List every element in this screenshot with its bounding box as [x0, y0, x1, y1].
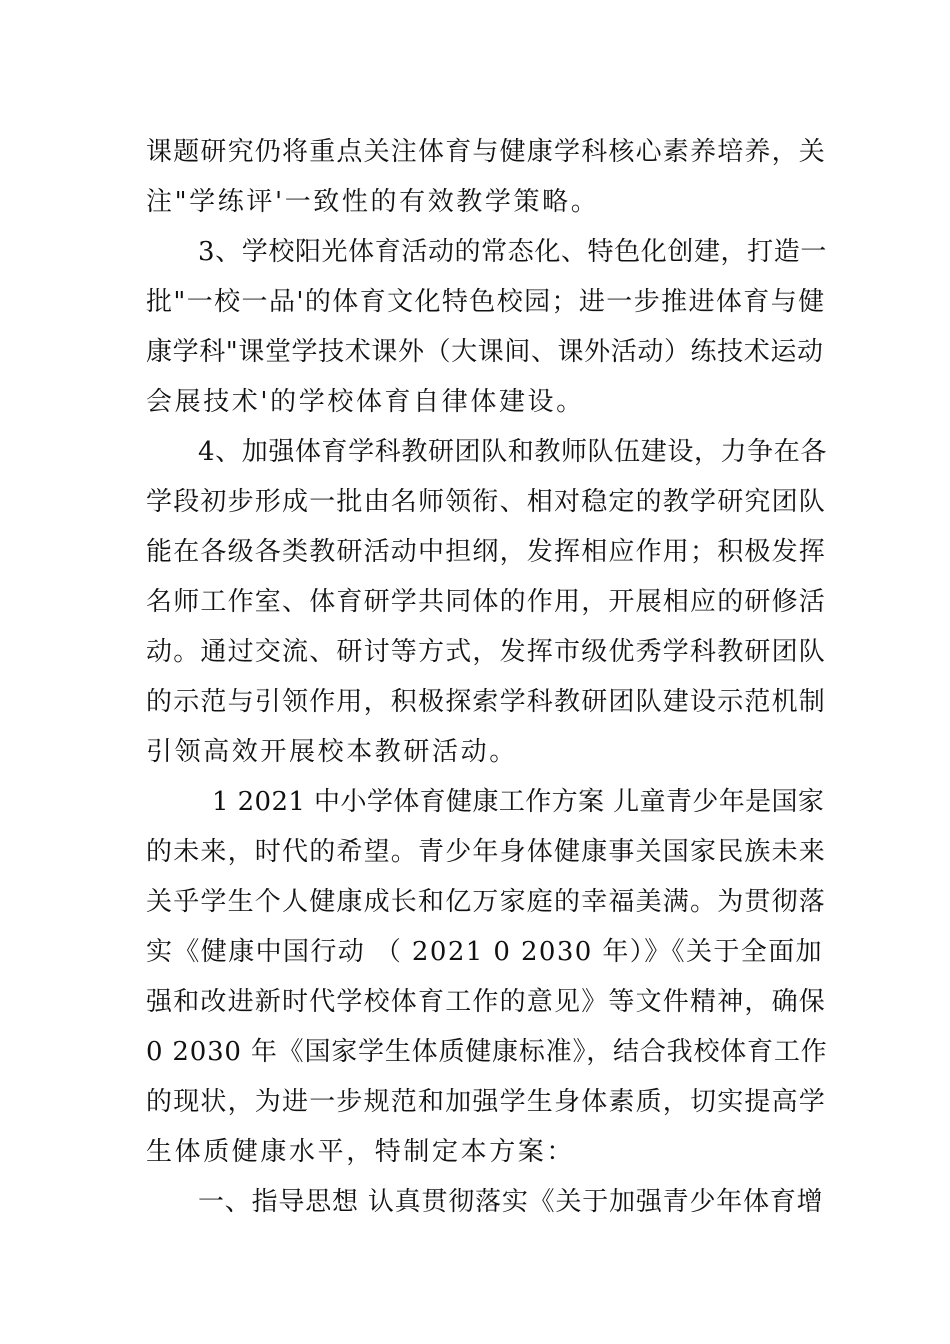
paragraph-5-line-1: 一、指导思想 认真贯彻落实《关于加强青少年体育增 — [198, 1187, 824, 1217]
paragraph-3-line-3: 能在各级各类教研活动中担纲，发挥相应作用；积极发挥 — [146, 537, 827, 567]
paragraph-4-line-5: 强和改进新时代学校体育工作的意见》等文件精神，确保 — [146, 987, 827, 1017]
paragraph-3-line-1: 4、加强体育学科教研团队和教师队伍建设，力争在各 — [198, 437, 827, 467]
paragraph-4-line-3: 关乎学生个人健康成长和亿万家庭的幸福美满。为贯彻落 — [146, 887, 827, 917]
paragraph-2-line-4: 会展技术'的学校体育自律体建设。 — [146, 387, 585, 417]
paragraph-4-line-1: 1 2021 中小学体育健康工作方案 儿童青少年是国家 — [212, 787, 825, 817]
paragraph-2-line-2: 批"一校一品'的体育文化特色校园；进一步推进体育与健 — [146, 287, 826, 317]
paragraph-4-line-8: 生体质健康水平，特制定本方案： — [146, 1137, 576, 1167]
paragraph-4-line-4: 实《健康中国行动 （ 2021 0 2030 年）》《关于全面加 — [146, 937, 824, 967]
paragraph-3-line-7: 引领高效开展校本教研活动。 — [146, 737, 518, 767]
paragraph-4-line-7: 的现状，为进一步规范和加强学生身体素质，切实提高学 — [146, 1087, 827, 1117]
paragraph-3-line-2: 学段初步形成一批由名师领衔、相对稳定的教学研究团队 — [146, 487, 827, 517]
paragraph-2-line-1: 3、学校阳光体育活动的常态化、特色化创建，打造一 — [198, 237, 827, 267]
paragraph-2-line-3: 康学科"课堂学技术课外（大课间、课外活动）练技术运动 — [146, 337, 824, 367]
paragraph-1-line-2: 注"学练评'一致性的有效教学策略。 — [146, 187, 600, 217]
paragraph-1-line-1: 课题研究仍将重点关注体育与健康学科核心素养培养，关 — [146, 137, 827, 167]
paragraph-3-line-6: 的示范与引领作用，积极探索学科教研团队建设示范机制 — [146, 687, 827, 717]
paragraph-4-line-6: 0 2030 年《国家学生体质健康标准》，结合我校体育工作 — [146, 1037, 828, 1067]
paragraph-3-line-4: 名师工作室、体育研学共同体的作用，开展相应的研修活 — [146, 587, 827, 617]
paragraph-4-line-2: 的未来，时代的希望。青少年身体健康事关国家民族未来 — [146, 837, 827, 867]
paragraph-3-line-5: 动。通过交流、研讨等方式，发挥市级优秀学科教研团队 — [146, 637, 827, 667]
